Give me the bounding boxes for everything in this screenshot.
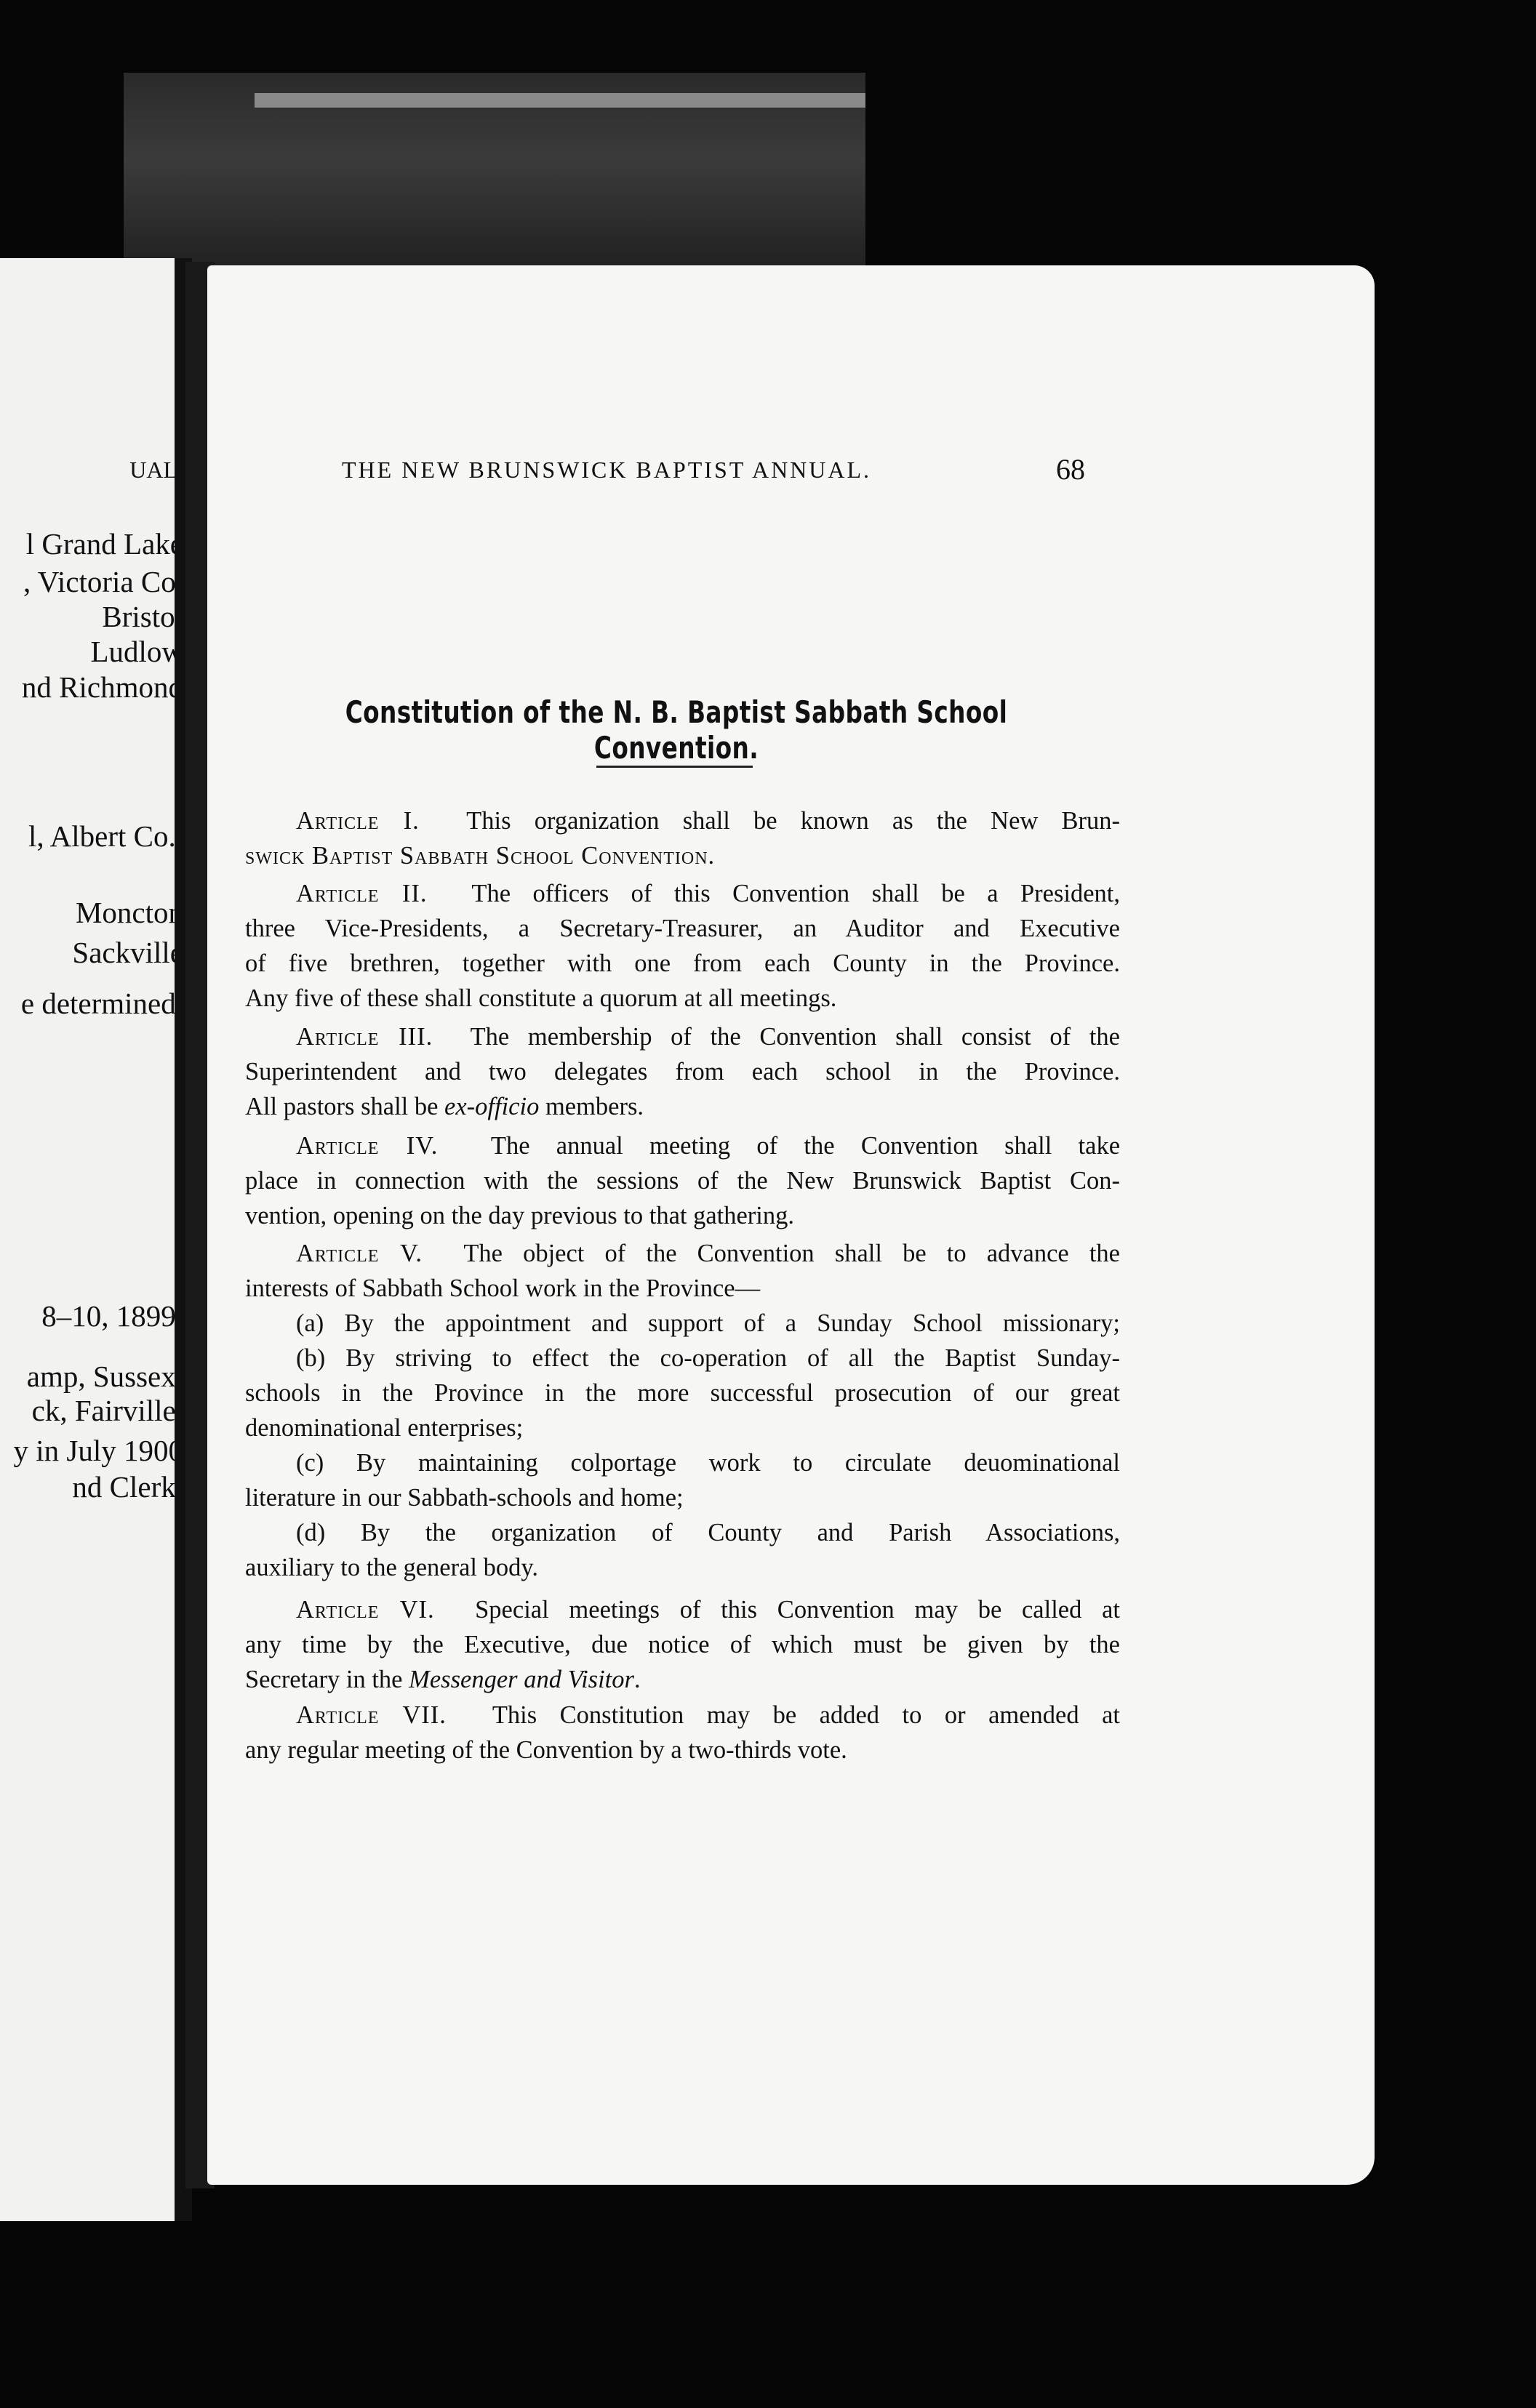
article-label: Article IV. <box>296 1132 439 1160</box>
article-line: auxiliary to the general body. <box>245 1554 538 1581</box>
article-3 <box>245 1019 1120 1124</box>
article-label: Article VI. <box>296 1596 435 1624</box>
article-label: Article III. <box>296 1023 433 1051</box>
article-line: vention, opening on the day previous to that gathering. <box>245 1202 795 1229</box>
periodical-name: Messenger and Visitor <box>409 1666 634 1693</box>
title-rule <box>596 766 753 768</box>
article-label: Article I. <box>296 807 420 835</box>
left-page-line: l Grand Lake <box>25 527 183 561</box>
left-page-line: y in July 1900 <box>13 1434 183 1467</box>
article-label: Article II. <box>296 880 428 907</box>
left-page-line: Bristol <box>102 600 183 633</box>
article-line: denominational enterprises; <box>245 1414 524 1442</box>
article-line: literature in our Sabbath-schools and home; <box>245 1484 684 1512</box>
page-number: 68 <box>1056 453 1085 486</box>
article-line: swick Baptist Sabbath School Convention. <box>245 842 716 870</box>
left-page-line: Moncton <box>75 896 183 929</box>
article-6 <box>245 1592 1120 1697</box>
article-2 <box>245 876 1120 1016</box>
running-head: THE NEW BRUNSWICK BAPTIST ANNUAL. <box>342 457 872 483</box>
article-line: Any five of these shall constitute a quorum at all meetings. <box>245 984 837 1012</box>
article-1 <box>245 803 1120 873</box>
left-page-line: amp, Sussex. <box>26 1360 183 1393</box>
latin-term: ex-officio <box>444 1093 540 1120</box>
article-line: Superintendent and two delegates from each school in the Province. <box>245 1058 1120 1085</box>
article-line: (a) By the appointment and support of a Sunday School missionary; <box>296 1309 1120 1337</box>
article-line: The officers of this Convention shall be a President, <box>471 880 1120 907</box>
left-page-line: ck, Fairville. <box>31 1394 183 1427</box>
article-line: any time by the Executive, due notice of which must be given by the <box>245 1631 1120 1658</box>
left-page-line: nd Clerk. <box>72 1470 183 1504</box>
article-line: The membership of the Convention shall consist of the <box>470 1023 1120 1051</box>
article-line: place in connection with the sessions of the New Brunswick Baptist Con- <box>245 1167 1120 1195</box>
left-page-line: 8–10, 1899. <box>41 1299 183 1333</box>
page-title: Constitution of the N. B. Baptist Sabbath School Convention. <box>345 694 1008 766</box>
article-line: (b) By striving to effect the co-operation of all the Baptist Sunday- <box>296 1344 1120 1372</box>
article-line: (c) By maintaining colportage work to circulate deuominational <box>296 1449 1120 1477</box>
article-line: of five brethren, together with one from each County in the Province. <box>245 950 1120 977</box>
article-4 <box>245 1128 1120 1233</box>
article-7 <box>245 1698 1120 1767</box>
left-page-line: Ludlow <box>90 635 183 668</box>
article-line: (d) By the organization of County and Parish Associations, <box>296 1519 1120 1546</box>
article-line: This Constitution may be added to or amended at <box>492 1701 1121 1729</box>
left-page-line: l, Albert Co., <box>28 819 183 853</box>
article-line: schools in the Province in the more successful prosecution of our great <box>245 1379 1120 1407</box>
article-line: All pastors shall be ex-officio members. <box>245 1093 644 1120</box>
article-line: any regular meeting of the Convention by a two-thirds vote. <box>245 1736 847 1764</box>
left-page-line: Sackville <box>72 936 183 969</box>
left-page-line: UAL. <box>129 457 183 483</box>
article-5 <box>245 1236 1120 1585</box>
left-page-line: , Victoria Co. <box>23 565 183 598</box>
article-line: three Vice-Presidents, a Secretary-Treasurer, an Auditor and Executive <box>245 915 1120 942</box>
article-line: The annual meeting of the Convention shall take <box>490 1132 1121 1160</box>
article-line: Special meetings of this Convention may be called at <box>475 1596 1121 1624</box>
article-label: Article V. <box>296 1240 423 1267</box>
left-page-line: e determined, <box>20 987 183 1020</box>
article-line: The object of the Convention shall be to advance the <box>463 1240 1120 1267</box>
left-page-line: nd Richmond <box>21 670 183 704</box>
article-label: Article VII. <box>296 1701 447 1729</box>
article-line: interests of Sabbath School work in the Province— <box>245 1275 761 1302</box>
binding-edge <box>255 93 865 108</box>
article-line: Secretary in the Messenger and Visitor. <box>245 1666 641 1693</box>
article-line: This organization shall be known as the New Brun- <box>466 807 1121 835</box>
